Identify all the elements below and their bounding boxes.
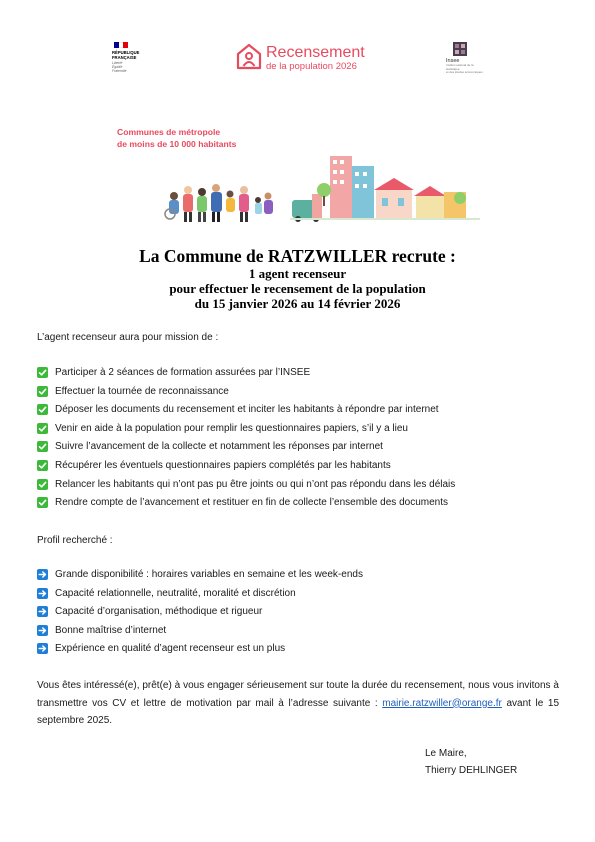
communes-label-line-2: de moins de 10 000 habitants — [117, 139, 237, 149]
motto-fraternite: Fraternité — [112, 69, 127, 73]
mission-item-text: Venir en aide à la population pour remplir les questionnaires papiers, s’il y a lieu — [55, 422, 408, 434]
insee-subtitle-2: et des études économiques — [446, 70, 483, 74]
french-flag-icon — [114, 42, 128, 48]
francaise-line: FRANÇAISE — [112, 55, 137, 60]
list-item — [37, 643, 567, 662]
email-link[interactable]: mairie.ratzwiller@orange.fr — [382, 697, 502, 709]
signature-name: Thierry DEHLINGER — [425, 765, 518, 776]
communes-label-line-1: Communes de métropole — [117, 127, 221, 137]
list-item — [37, 497, 567, 516]
list-item — [37, 460, 567, 479]
insee-name: Insee — [446, 58, 460, 64]
mission-item-text: Relancer les habitants qui n’ont pas pu être joints ou qui n’ont pas répondu dans les délais — [55, 478, 456, 490]
motto-egalite: Égalité — [112, 65, 123, 69]
main-title: La Commune de RATZWILLER recrute : — [139, 246, 456, 266]
title-line-2: 1 agent recenseur — [248, 266, 347, 281]
profil-item-text: Grande disponibilité : horaires variables en semaine et les week-ends — [55, 569, 363, 580]
arrow-right-icon — [37, 588, 48, 599]
list-item — [37, 606, 567, 625]
check-icon — [37, 441, 48, 452]
profil-intro: Profil recherché : — [37, 535, 113, 546]
closing-text: Vous êtes intéressé(e), prêt(e) à vous engager sérieusement sur toute la durée du recensement, nous vous invitons à transmettre vos CV et lettre de motivation par mail à l’adresse suivante : — [37, 680, 559, 709]
profil-item-text: Bonne maîtrise d’internet — [55, 624, 167, 636]
mission-item-text: Suivre l’avancement de la collecte et notamment les réponses par internet — [55, 441, 383, 453]
check-icon — [37, 479, 48, 490]
check-icon — [37, 460, 48, 471]
profil-list — [37, 569, 567, 662]
title-line-3: pour effectuer le recensement de la population — [169, 281, 426, 296]
arrow-right-icon — [37, 606, 48, 617]
title-block — [0, 246, 595, 311]
check-icon — [37, 386, 48, 397]
profil-item-text: Capacité d’organisation, méthodique et rigueur — [55, 606, 263, 618]
list-item — [37, 423, 567, 442]
motto-liberte: Liberté — [112, 61, 123, 65]
mission-item-text: Déposer les documents du recensement et inciter les habitants à répondre par internet — [55, 404, 439, 416]
profil-item-text: Expérience en qualité d’agent recenseur est un plus — [55, 643, 286, 655]
recensement-title: Recensement — [266, 44, 365, 61]
mission-list — [37, 367, 567, 516]
republique-francaise-logo — [112, 42, 162, 73]
list-item — [37, 569, 567, 588]
mission-item-text: Effectuer la tournée de reconnaissance — [55, 385, 229, 397]
mission-item-text: Rendre compte de l’avancement et restituer en fin de collecte l’ensemble des documents — [55, 497, 448, 509]
communes-label — [117, 126, 317, 150]
house-icon — [236, 42, 262, 70]
list-item — [37, 404, 567, 423]
arrow-right-icon — [37, 569, 48, 580]
signature-block — [425, 745, 517, 779]
closing-paragraph — [37, 677, 559, 730]
people-group-icon — [165, 184, 273, 222]
mission-intro: L’agent recenseur aura pour mission de : — [37, 332, 219, 343]
republique-line: RÉPUBLIQUE — [112, 50, 140, 55]
town-buildings-icon — [290, 156, 480, 222]
insee-subtitle-1: Institut national de la statistique — [446, 63, 474, 71]
mission-item-text: Récupérer les éventuels questionnaires papiers complétés par les habitants — [55, 459, 391, 471]
mission-item-text: Participer à 2 séances de formation assurées par l’INSEE — [55, 367, 311, 378]
recensement-logo — [236, 42, 366, 72]
list-item — [37, 588, 567, 607]
list-item — [37, 625, 567, 644]
list-item — [37, 367, 567, 386]
title-line-4: du 15 janvier 2026 au 14 février 2026 — [194, 296, 401, 311]
signature-role: Le Maire, — [425, 748, 467, 759]
check-icon — [37, 404, 48, 415]
check-icon — [37, 497, 48, 508]
list-item — [37, 386, 567, 405]
check-icon — [37, 423, 48, 434]
recensement-subtitle: de la population 2026 — [266, 61, 357, 72]
list-item — [37, 441, 567, 460]
census-illustration — [160, 150, 480, 226]
closing-deadline: avant le 15 septembre 2025. — [37, 697, 559, 726]
check-icon — [37, 367, 48, 378]
profil-item-text: Capacité relationnelle, neutralité, moralité et discrétion — [55, 587, 296, 599]
insee-square-icon — [453, 42, 467, 56]
arrow-right-icon — [37, 643, 48, 654]
arrow-right-icon — [37, 625, 48, 636]
list-item — [37, 479, 567, 498]
insee-logo — [446, 42, 486, 75]
